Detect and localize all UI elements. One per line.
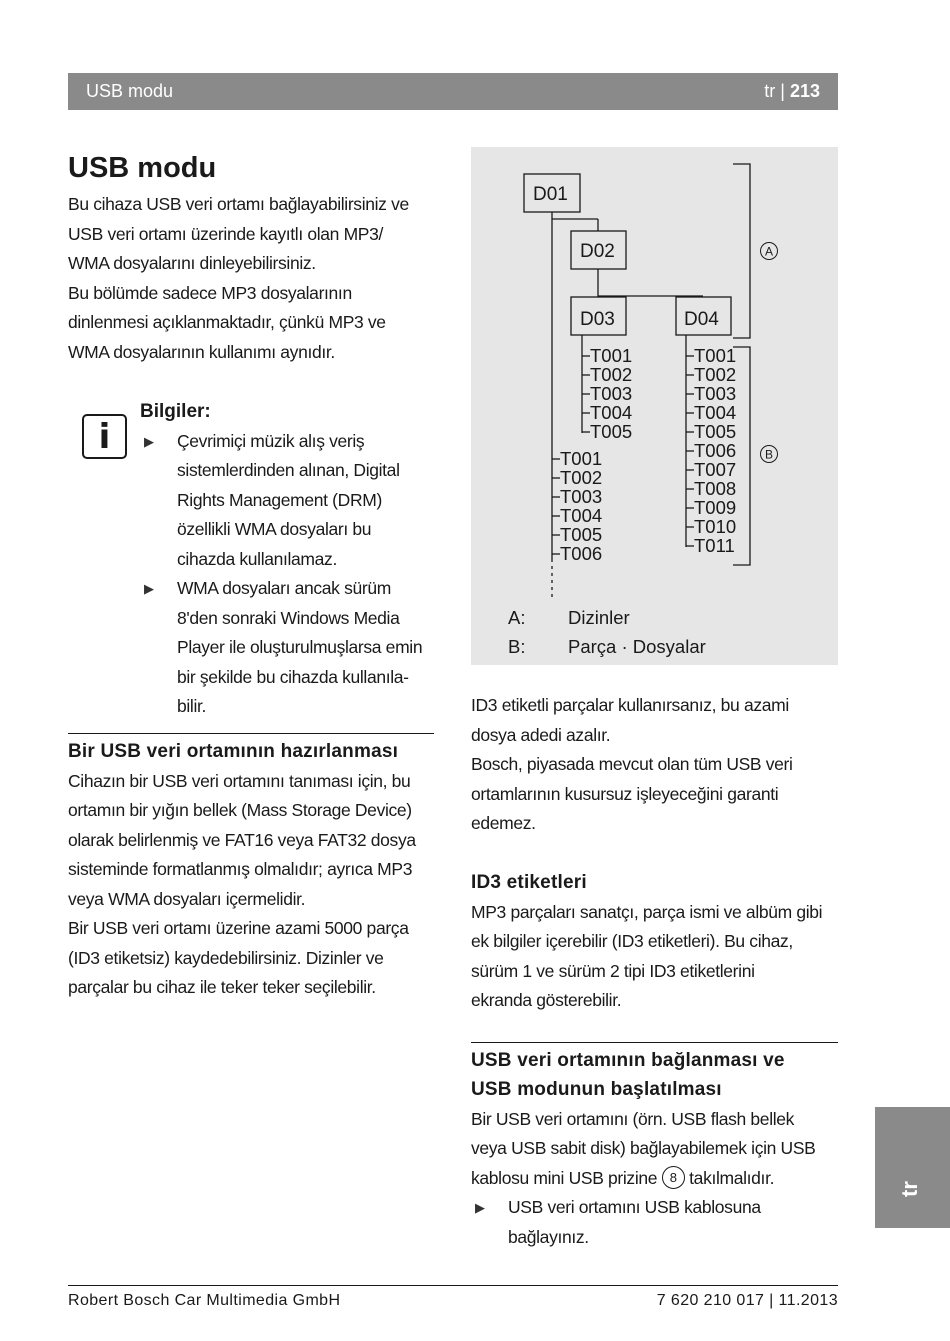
marker-a-label: A xyxy=(764,244,774,259)
legend-text-b: Parça · Dosyalar xyxy=(568,636,706,657)
info-box xyxy=(68,397,434,733)
footer-company: Robert Bosch Car Multimedia GmbH xyxy=(68,1292,341,1309)
track-label: T004 xyxy=(590,402,633,423)
track-label: T008 xyxy=(694,478,737,499)
header-section-title: USB modu xyxy=(86,81,174,101)
paragraph-line: ortamlarının kusursuz işleyeceğini garanti xyxy=(471,783,779,804)
info-item-line: özellikli WMA dosyaları bu xyxy=(177,519,372,539)
info-item-line: Rights Management (DRM) xyxy=(177,489,382,510)
info-item-line: 8'den sonraki Windows Media xyxy=(177,607,400,628)
heading-line: USB modunun başlatılması xyxy=(471,1079,722,1100)
page-title: USB modu xyxy=(68,152,217,184)
left-column xyxy=(68,150,434,1003)
folder-tree-svg xyxy=(471,147,838,665)
dir-label-d03: D03 xyxy=(580,309,615,330)
track-label: T002 xyxy=(590,364,633,385)
section-heading-preparation: Bir USB veri ortamının hazırlanması xyxy=(68,741,399,762)
paragraph-text: kablosu mini USB prizine xyxy=(471,1167,658,1188)
info-item-line: sistemlerdinden alınan, Digital xyxy=(177,460,400,480)
paragraph-line: (ID3 etiketsiz) kaydedebilirsiniz. Dizinler ve xyxy=(68,947,384,968)
bullet-arrow-icon: ▶ xyxy=(475,1200,485,1215)
track-label: T001 xyxy=(560,448,603,469)
footer-divider xyxy=(68,1285,838,1286)
preparation-paragraph xyxy=(68,767,434,1003)
track-label: T007 xyxy=(694,459,737,480)
paragraph-line: veya USB sabit disk) bağlayabilemek için USB xyxy=(471,1138,816,1158)
info-item-line: Çevrimiçi müzik alış veriş xyxy=(177,430,365,451)
legend-text-a: Dizinler xyxy=(568,607,630,628)
info-item-line: bir şekilde bu cihazda kullanıla- xyxy=(177,666,409,687)
info-item-line: WMA dosyaları ancak sürüm xyxy=(177,578,391,598)
right-column xyxy=(471,691,838,1252)
paragraph-line: Cihazın bir USB veri ortamını tanıması için, bu xyxy=(68,770,411,791)
legend-key-a: A: xyxy=(508,607,526,628)
track-label: T002 xyxy=(694,364,737,385)
section-heading-id3: ID3 etiketleri xyxy=(471,872,587,893)
intro-line: Bu cihaza USB veri ortamı bağlayabilirsiniz ve xyxy=(68,194,409,214)
track-label: T003 xyxy=(560,486,603,507)
step-line: bağlayınız. xyxy=(508,1226,589,1247)
paragraph-line: Bosch, piyasada mevcut olan tüm USB veri xyxy=(471,754,793,774)
track-label: T001 xyxy=(694,345,737,366)
connect-step xyxy=(471,1193,838,1252)
track-label: T006 xyxy=(560,543,603,564)
step-line: USB veri ortamını USB kablosuna xyxy=(508,1197,761,1217)
paragraph-line: Bir USB veri ortamını (örn. USB flash bellek xyxy=(471,1108,795,1129)
intro-line: USB veri ortamı üzerinde kayıtlı olan MP3/ xyxy=(68,223,384,244)
socket-number-badge: 8 xyxy=(662,1166,685,1189)
connect-paragraph xyxy=(471,1105,838,1253)
header-page-ref: tr | 213 xyxy=(764,81,820,101)
track-label: T005 xyxy=(694,421,737,442)
bullet-arrow-icon: ▶ xyxy=(144,581,154,596)
language-side-tab xyxy=(875,1107,950,1228)
paragraph-line: olarak belirlenmiş ve FAT16 veya FAT32 dosya xyxy=(68,829,416,850)
dir-label-d01: D01 xyxy=(533,184,568,205)
paragraph-line: sürüm 1 ve sürüm 2 tipi ID3 etiketlerini xyxy=(471,960,755,981)
paragraph-line: edemez. xyxy=(471,813,536,833)
dir-label-d04: D04 xyxy=(684,309,719,330)
heading-line: USB veri ortamının bağlanması ve xyxy=(471,1049,785,1071)
section-heading-connect xyxy=(471,1046,838,1105)
track-label: T011 xyxy=(694,535,735,556)
info-item-line: bilir. xyxy=(177,696,207,716)
info-list xyxy=(140,427,440,722)
track-label: T005 xyxy=(560,524,603,545)
intro-line: WMA dosyalarını dinleyebilirsiniz. xyxy=(68,253,316,273)
side-tab-label: tr xyxy=(897,1181,922,1197)
intro-line: Bu bölümde sadece MP3 dosyalarının xyxy=(68,282,352,303)
paragraph-line xyxy=(471,1164,838,1194)
info-title: Bilgiler: xyxy=(140,401,211,422)
folder-structure-diagram xyxy=(471,147,838,665)
bullet-arrow-icon: ▶ xyxy=(144,433,154,449)
paragraph-line: ortamın bir yığın bellek (Mass Storage Device) xyxy=(68,800,412,820)
section-divider xyxy=(68,733,434,734)
paragraph-line: veya WMA dosyaları içermelidir. xyxy=(68,888,306,909)
intro-paragraph xyxy=(68,190,434,367)
section-divider xyxy=(471,1042,838,1043)
id3-limit-paragraph xyxy=(471,691,838,839)
info-item xyxy=(140,427,440,575)
paragraph-text: takılmalıdır. xyxy=(689,1167,775,1188)
track-label: T004 xyxy=(560,505,603,526)
page-header xyxy=(68,73,838,110)
track-label: T010 xyxy=(694,516,737,537)
header-page-number: 213 xyxy=(789,81,820,101)
paragraph-line: Bir USB veri ortamı üzerine azami 5000 parça xyxy=(68,918,409,938)
paragraph-line: ek bilgiler içerebilir (ID3 etiketleri). Bu cihaz, xyxy=(471,931,793,951)
header-lang: tr xyxy=(764,81,776,101)
track-label: T009 xyxy=(694,497,737,518)
marker-b-label: B xyxy=(764,447,774,462)
info-item xyxy=(140,574,440,722)
intro-line: WMA dosyalarının kullanımı aynıdır. xyxy=(68,341,335,362)
id3-paragraph xyxy=(471,898,838,1016)
paragraph-line: ekranda gösterebilir. xyxy=(471,990,622,1010)
track-label: T005 xyxy=(590,421,633,442)
intro-line: dinlenmesi açıklanmaktadır, çünkü MP3 ve xyxy=(68,312,386,332)
track-label: T006 xyxy=(694,440,737,461)
paragraph-line: dosya adedi azalır. xyxy=(471,724,611,745)
paragraph-line: parçalar bu cihaz ile teker teker seçilebilir. xyxy=(68,977,376,997)
track-label: T004 xyxy=(694,402,737,423)
paragraph-line: MP3 parçaları sanatçı, parça ismi ve albüm gibi xyxy=(471,901,823,922)
legend-key-b: B: xyxy=(508,636,526,657)
paragraph-line: sisteminde formatlanmış olmalıdır; ayrıca MP3 xyxy=(68,859,413,879)
track-label: T001 xyxy=(590,345,633,366)
paragraph-line: ID3 etiketli parçalar kullanırsanız, bu azami xyxy=(471,695,789,715)
track-label: T002 xyxy=(560,467,603,488)
dir-label-d02: D02 xyxy=(580,241,615,262)
info-item-line: Player ile oluşturulmuşlarsa emin xyxy=(177,637,423,657)
track-label: T003 xyxy=(694,383,737,404)
track-label: T003 xyxy=(590,383,633,404)
info-item-line: cihazda kullanılamaz. xyxy=(177,548,337,569)
footer-doc-number: 7 620 210 017 | 11.2013 xyxy=(656,1292,838,1309)
info-icon: i xyxy=(82,414,127,459)
